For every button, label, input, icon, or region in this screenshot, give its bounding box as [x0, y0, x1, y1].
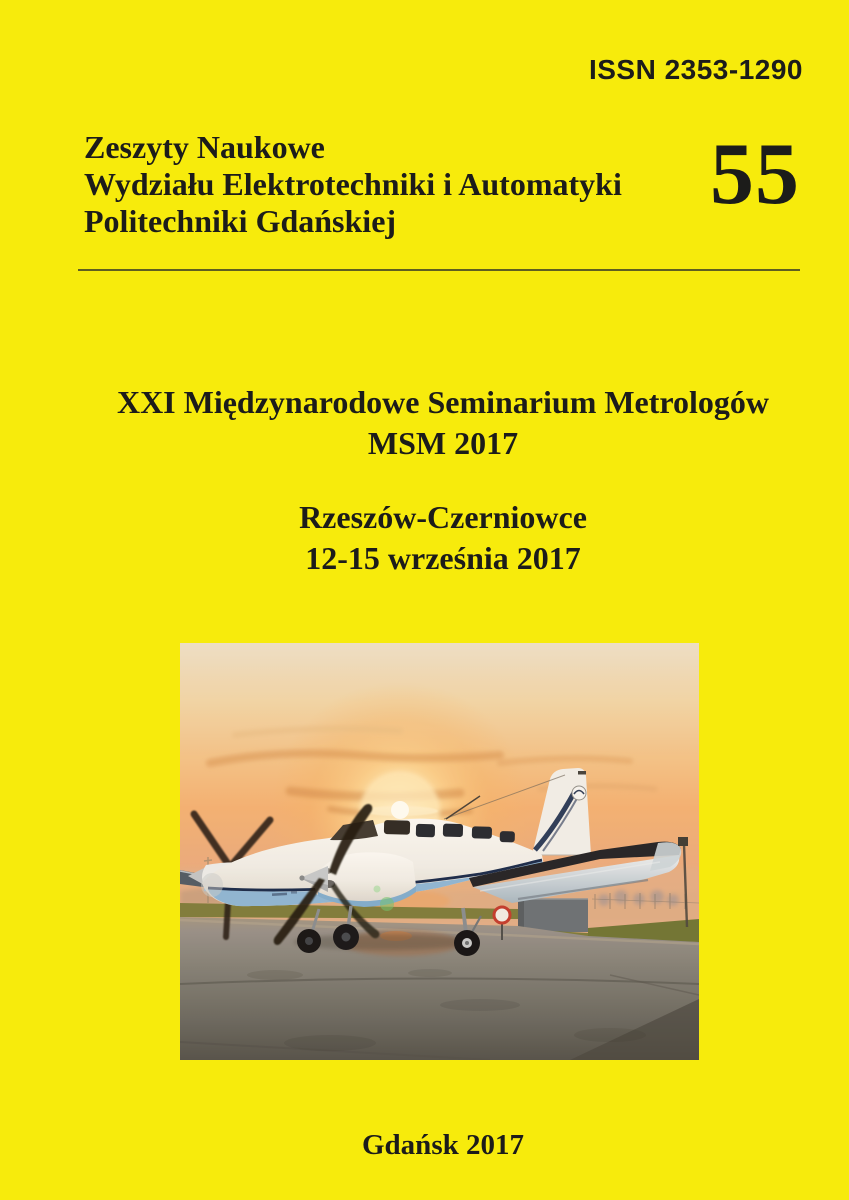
cover-photo — [180, 643, 699, 1060]
imprint: Gdańsk 2017 — [362, 1129, 524, 1161]
seminar-location: Rzeszów-Czerniowce — [299, 499, 587, 535]
seminar-title-line-1: XXI Międzynarodowe Seminarium Metrologów — [116, 384, 770, 420]
seminar-dates: 12-15 września 2017 — [305, 540, 581, 576]
issn-number: ISSN 2353-1290 — [588, 54, 803, 85]
journal-title — [84, 129, 622, 240]
airplane-sunrise-photo — [180, 643, 699, 1060]
journal-title-line-2: Wydziału Elektrotechniki i Automatyki — [84, 166, 622, 202]
seminar-place-dates — [40, 497, 846, 579]
warm-tint-overlay — [180, 643, 699, 1060]
title-divider-rule — [78, 269, 800, 271]
seminar-title-line-2: MSM 2017 — [367, 425, 519, 461]
seminar-title — [40, 382, 846, 464]
issue-number: 55 — [710, 126, 800, 223]
journal-title-line-1: Zeszyty Naukowe — [84, 129, 325, 165]
journal-title-line-3: Politechniki Gdańskiej — [84, 203, 397, 239]
